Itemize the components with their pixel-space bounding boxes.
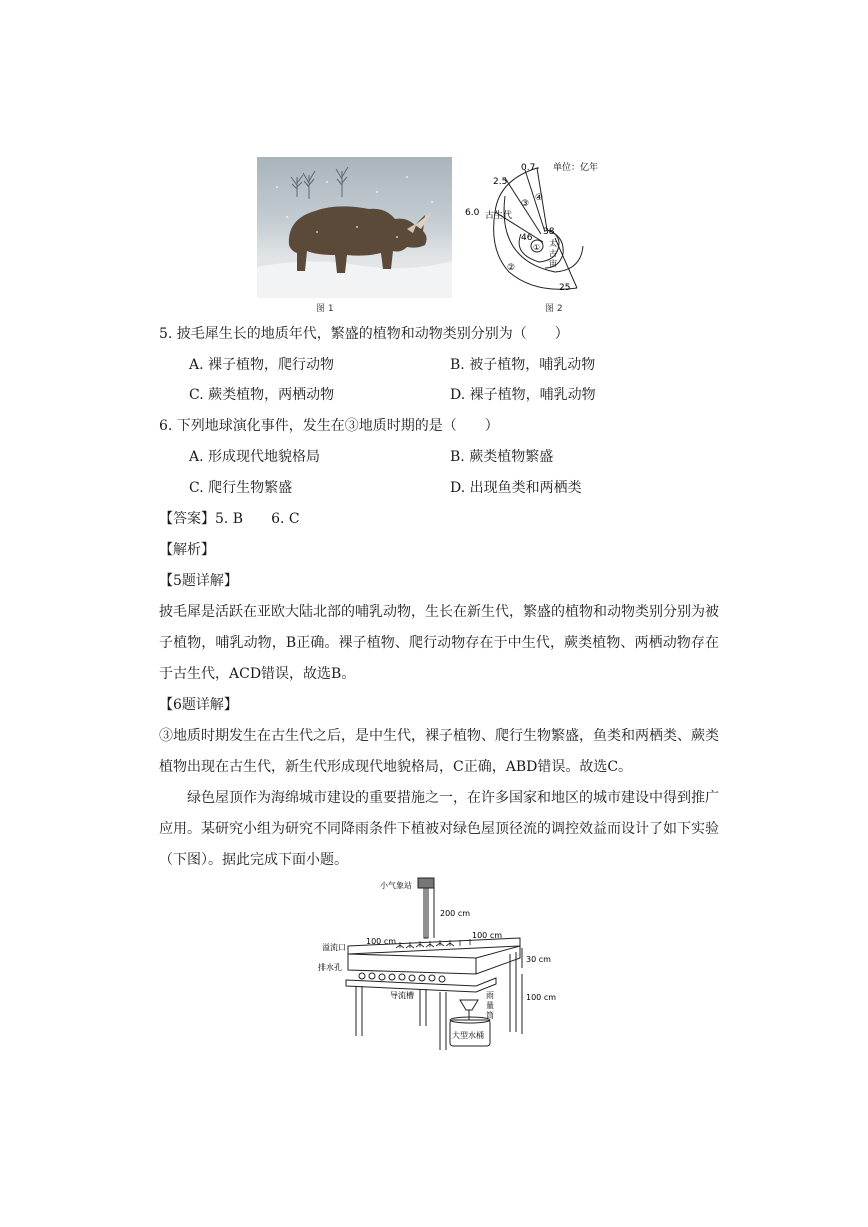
label-paleozoic: 古生代	[485, 211, 513, 221]
label-100cm-a: 100 cm	[366, 937, 397, 946]
q5-detail-text: 披毛犀是活跃在亚欧大陆北部的哺乳动物，生长在新生代，繁盛的植物和动物类别分别为被子植物，哺乳动物，B正确。裸子植物、爬行动物存在于中生代，蕨类植物、两栖动物存在于古生代，ACD错误，故选B。	[159, 604, 719, 682]
label-period-4: ④	[535, 193, 544, 203]
q6-option-b: B. 蕨类植物繁盛	[450, 449, 554, 465]
label-6-0: 6.0	[465, 208, 480, 218]
question-5-stem: 5. 披毛犀生长的地质年代，繁盛的植物和动物类别分别为（ ）	[159, 326, 569, 342]
weather-station-icon	[418, 878, 434, 888]
label-200cm: 200 cm	[440, 909, 471, 918]
label-100cm-b: 100 cm	[472, 931, 503, 940]
label-rain-gauge-1: 雨	[486, 991, 494, 1000]
unit-label: 单位：亿年	[553, 163, 599, 173]
label-taigu-2: 古	[549, 249, 557, 258]
label-overflow: 溢流口	[322, 943, 346, 952]
q5-option-b: B. 被子植物，哺乳动物	[450, 357, 596, 373]
woolly-rhino-photo	[257, 157, 452, 298]
label-rain-gauge-3: 筒	[486, 1011, 494, 1020]
label-25: 25	[559, 283, 571, 293]
analysis-label: 【解析】	[159, 542, 215, 558]
rain-gauge-funnel	[460, 1000, 478, 1010]
label-gutter: 导流槽	[390, 991, 414, 1000]
q5-detail-label: 【5题详解】	[159, 573, 238, 589]
q5-option-a: A. 裸子植物，爬行动物	[189, 357, 335, 373]
label-100cm-c: 100 cm	[526, 993, 557, 1002]
figure2-caption: 图 2	[545, 304, 563, 314]
figure1-caption: 图 1	[316, 304, 334, 314]
label-30cm: 30 cm	[526, 955, 551, 964]
label-rain-gauge-2: 量	[486, 1001, 494, 1010]
label-38: 38	[543, 227, 555, 237]
label-taigu-3: 宙	[549, 259, 557, 268]
q6-option-d: D. 出现鱼类和两栖类	[450, 480, 582, 496]
q5-option-d: D. 裸子植物，哺乳动物	[450, 387, 596, 403]
label-period-2: ②	[507, 263, 516, 273]
q6-option-a: A. 形成现代地貌格局	[189, 449, 321, 465]
green-roof-experiment-diagram	[300, 874, 557, 1059]
label-period-1: ①	[533, 243, 541, 252]
answer-line: 【答案】5. B 6. C	[159, 511, 300, 527]
rhino-illustration	[257, 157, 452, 298]
label-2-5: 2.5	[493, 177, 508, 187]
label-period-3: ③	[521, 199, 530, 209]
q6-detail-label: 【6题详解】	[159, 697, 238, 713]
label-weather-station: 小气象站	[380, 881, 412, 890]
intro-paragraph: 绿色屋顶作为海绵城市建设的重要措施之一，在许多国家和地区的城市建设中得到推广应用。某研究小组为研究不同降雨条件下植被对绿色屋顶径流的调控效益而设计了如下实验（下图）。据此完成下面小题。	[159, 790, 719, 868]
label-drain-hole: 排水孔	[318, 963, 342, 972]
q6-option-c: C. 爬行生物繁盛	[189, 480, 293, 496]
label-0-7: 0.7	[521, 163, 536, 173]
label-bucket: 大型水桶	[452, 1031, 484, 1040]
q5-option-c: C. 蕨类植物，两栖动物	[189, 387, 335, 403]
geologic-time-spiral	[455, 150, 630, 315]
question-6-stem: 6. 下列地球演化事件，发生在③地质时期的是（ ）	[159, 418, 499, 434]
label-taigu-1: 太	[549, 239, 557, 248]
q6-detail-text: ③地质时期发生在古生代之后，是中生代，裸子植物、爬行生物繁盛，鱼类和两栖类、蕨类植物出现在古生代，新生代形成现代地貌格局，C正确，ABD错误。故选C。	[159, 728, 719, 775]
label-46: 46	[521, 233, 533, 243]
